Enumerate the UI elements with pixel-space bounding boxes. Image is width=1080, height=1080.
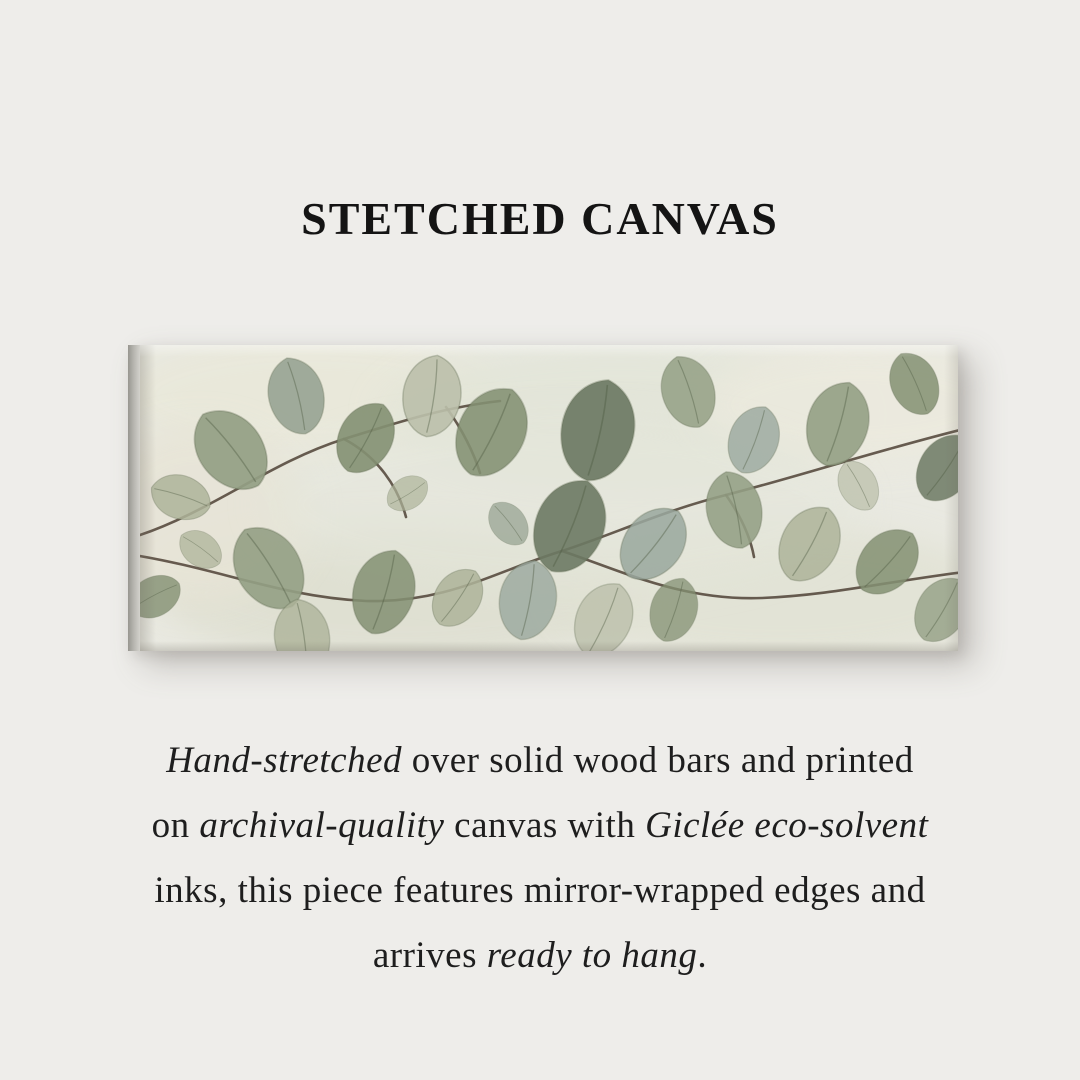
- description-line: on archival-quality canvas with Giclée eco-solvent: [151, 805, 929, 846]
- description-text: [0, 728, 1080, 988]
- canvas-face: [140, 345, 958, 651]
- canvas-artwork-svg: [140, 345, 958, 651]
- description-line: Hand-stretched over solid wood bars and printed: [166, 740, 914, 781]
- page-title: STETCHED CANVAS: [301, 193, 779, 244]
- canvas-mockup: [128, 345, 958, 651]
- description-line: inks, this piece features mirror-wrapped edges and: [154, 870, 926, 911]
- canvas-side-edge: [128, 345, 140, 651]
- description-line: arrives ready to hang.: [372, 935, 708, 976]
